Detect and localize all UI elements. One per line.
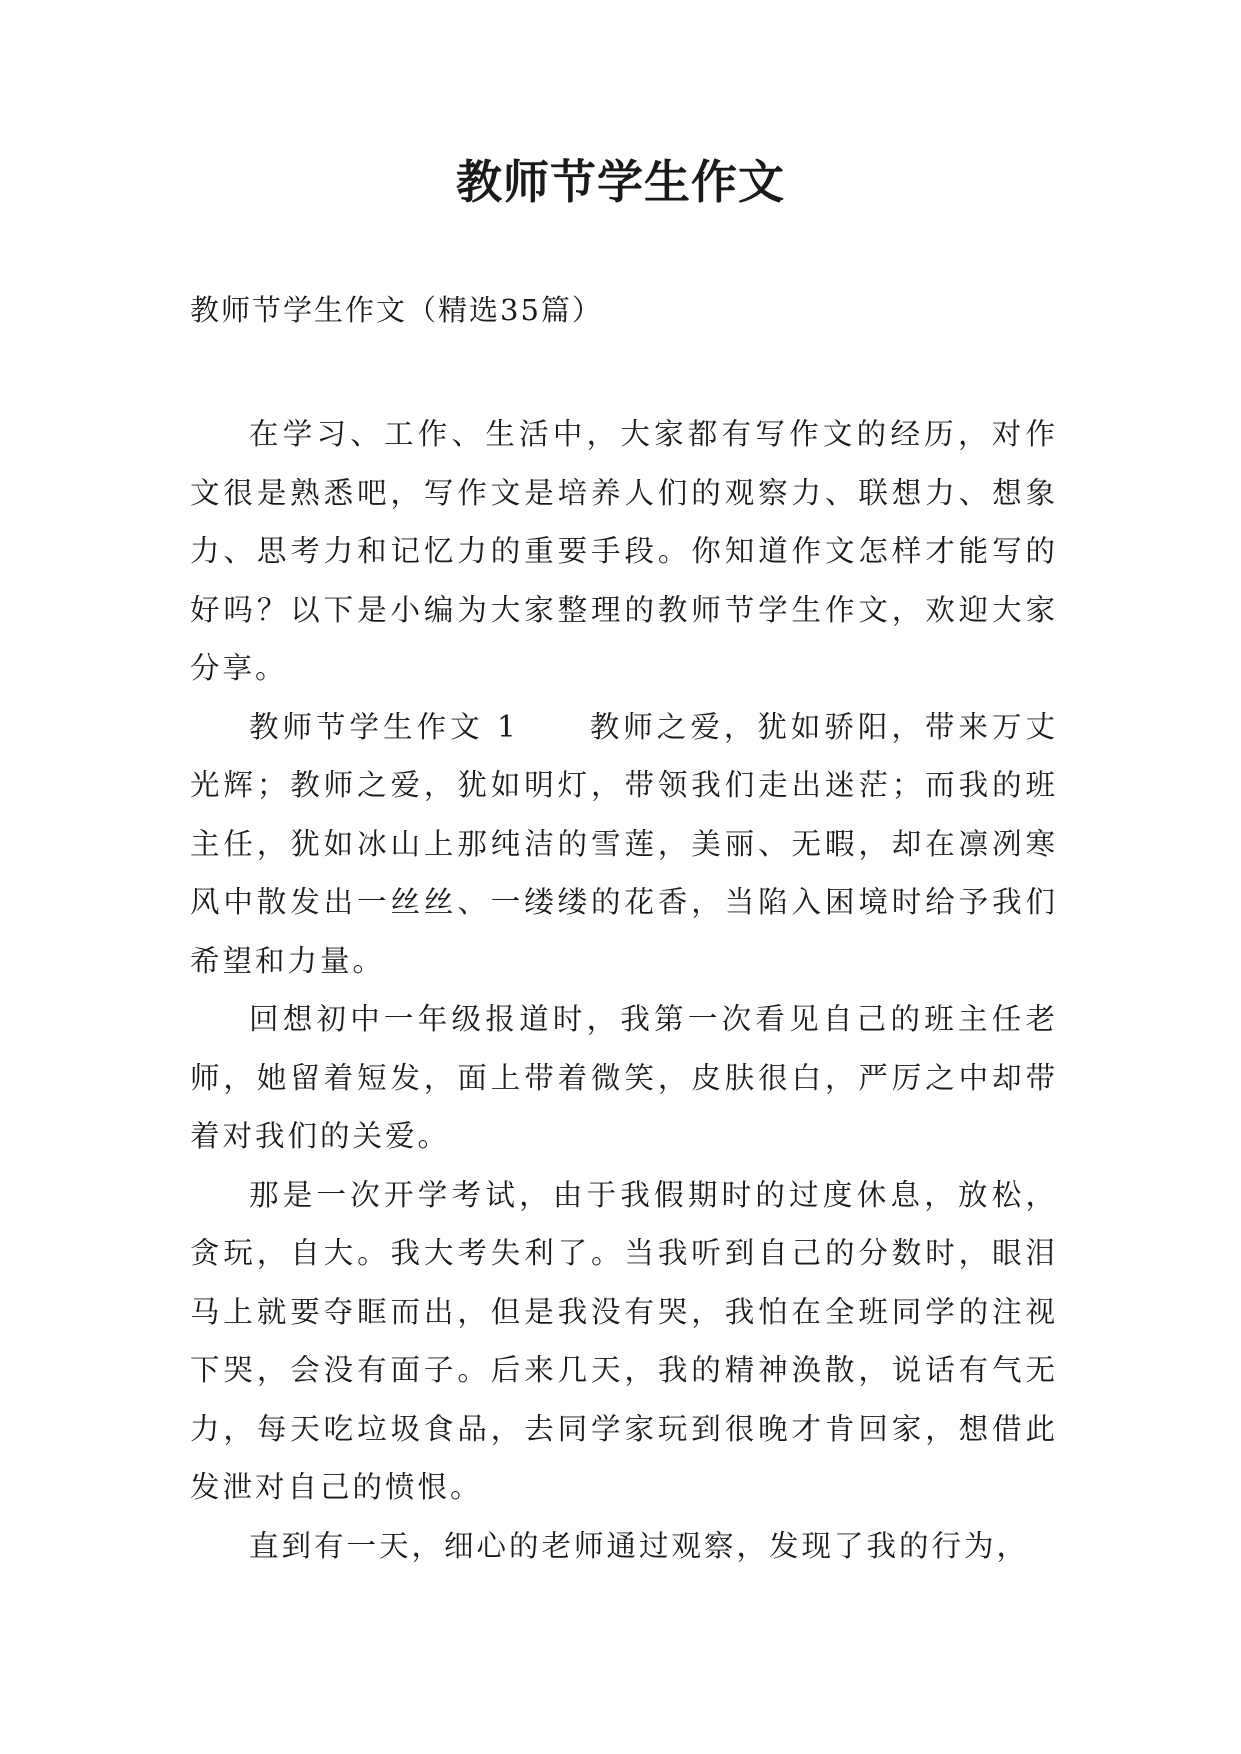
intro-paragraph: 在学习、工作、生活中，大家都有写作文的经历，对作文很是熟悉吧，写作文是培养人们的观察力、联想力、想象力、思考力和记忆力的重要手段。你知道作文怎样才能写的好吗？以下是小编为大家整理的教师节学生作文，欢迎大家分享。 bbox=[190, 417, 1058, 685]
essay-paragraph: 直到有一天，细心的老师通过观察，发现了我的行为， bbox=[249, 1528, 1030, 1563]
document-body bbox=[190, 405, 1058, 1575]
essay-paragraph: 回想初中一年级报道时，我第一次看见自己的班主任老师，她留着短发，面上带着微笑，皮肤很白，严厉之中却带着对我们的关爱。 bbox=[190, 1002, 1058, 1153]
essay-paragraph-text: 教师之爱，犹如骄阳，带来万丈光辉；教师之爱，犹如明灯，带领我们走出迷茫；而我的班主任，犹如冰山上那纯洁的雪莲，美丽、无暇，却在凛冽寒风中散发出一丝丝、一缕缕的花香，当陷入困境时给予我们希望和力量。 bbox=[190, 709, 1058, 978]
essay-heading: 教师节学生作文 1 bbox=[249, 709, 519, 744]
essay-paragraph: 那是一次开学考试，由于我假期时的过度休息，放松，贪玩，自大。我大考失利了。当我听到自己的分数时，眼泪马上就要夺眶而出，但是我没有哭，我怕在全班同学的注视下哭，会没有面子。后来几天，我的精神涣散，说话有气无力，每天吃垃圾食品，去同学家玩到很晚才肯回家，想借此发泄对自己的愤恨。 bbox=[190, 1177, 1058, 1504]
document-title: 教师节学生作文 bbox=[456, 155, 785, 209]
document-subtitle: 教师节学生作文（精选35篇） bbox=[190, 293, 603, 327]
essay-paragraph bbox=[190, 698, 1058, 991]
